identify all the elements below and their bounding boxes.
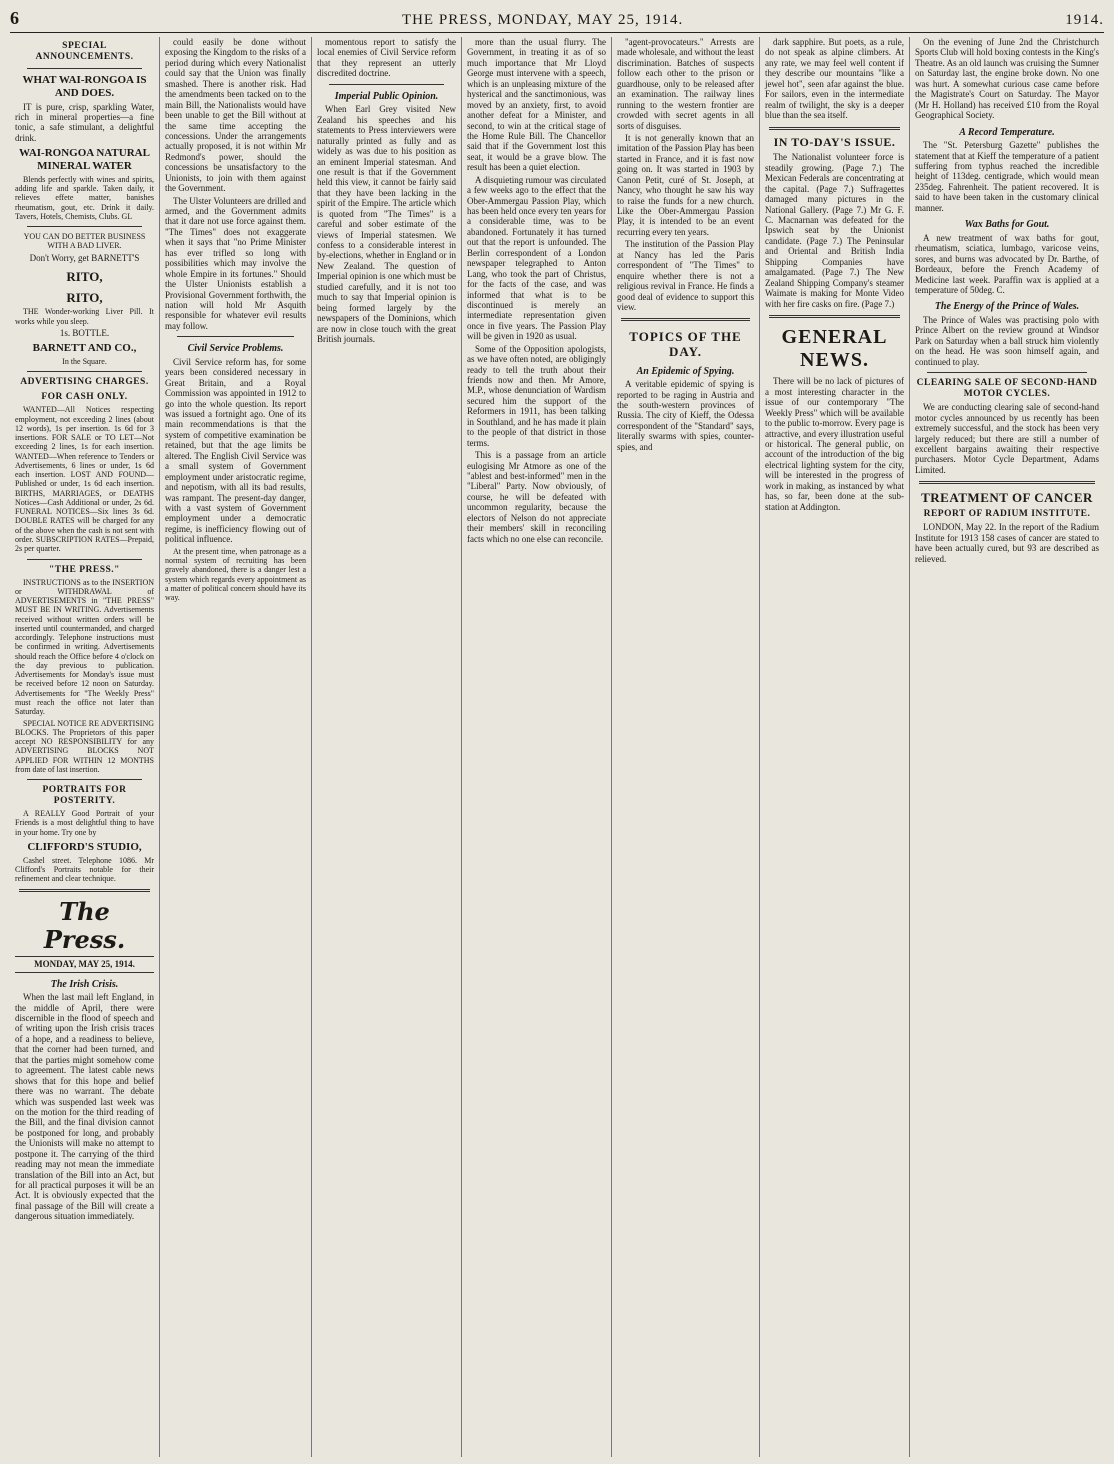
wax-baths-body: A new treatment of wax baths for gout, rheumatism, sciatica, lumbago, varicose veins, sores, and burns was advocated by Dr. Barthe, of Bordeaux, before the French Academy of Medicine last week. Paraffin wax is applied at a temperature of 50deg. C. [915,232,1099,295]
treatment-of-cancer-body: LONDON, May 22. In the report of the Radium Institute for 1913 158 cases of cancer are stated to have been actually cured, but 93 are described as relieved. [915,522,1099,564]
special-notice: SPECIAL NOTICE RE ADVERTISING BLOCKS. The Proprietors of this paper accept NO RESPONSIBILITY for any ADVERTISING BLOCKS NOT APPLIED FOR WITHIN 12 MONTHS from date of last insertion. [15,718,154,774]
wai-rongoa-blend: Blends perfectly with wines and spirits, adding life and sparkle. Taken daily, it relieves effete matter, banishes rheumatism, gout, etc. Drink it daily. Tavers, Hotels, Chemists, Clubs. GL [15,174,154,221]
imperial-opinion-heading: Imperial Public Opinion. [334,90,439,102]
rito-heading: YOU CAN DO BETTER BUSINESS WITH A BAD LIVER. [23,232,146,251]
record-temperature-heading: A Record Temperature. [959,126,1055,138]
columns [10,37,1104,1457]
clifford-address: Cashel street. Telephone 1086. Mr Clifford's Portraits notable for their refinement and clear technique. [15,855,154,884]
advertising-charges-heading: ADVERTISING CHARGES. [20,377,149,388]
wai-rongoa-natural: WAI-RONGOA NATURAL MINERAL WATER [19,147,150,173]
wai-rongoa-heading: WHAT WAI-RONGOA IS AND DOES. [22,74,147,99]
advertising-charges-body: WANTED—All Notices respecting employment, not exceeding 2 lines (about 12 words), 1s per insertion. 1s 6d for 3 insertions. FOR SALE or TO LET—Not exceeding 2 lines, 1s for each insertion. WANTED—When reference to Tenders or Advertisements, 6 lines or under, 1s 6d each insertion. LOST AND FOUND—Published or under, 1s 6d each insertion. BIRTHS, MARRIAGES, or DEATHS Notices—Cash Additional or under, 2s 6d. FUNERAL NOTICES—Six lines 3s 6d. DOUBLE RATES will be charged for any of the above when the cash is not sent with order. SUBSCRIPTION RATES—Prepaid, 2s per quarter. [15,405,154,554]
treatment-of-cancer-heading: TREATMENT OF CANCER [921,490,1093,506]
in-todays-issue-heading: IN TO-DAY'S ISSUE. [773,134,896,149]
column-2 [160,37,312,1457]
col7-body-a: On the evening of June 2nd the Christchurch Sports Club will hold boxing contests in the King's Theatre. As an old launch was cruising the Sumner on Saturday last, the engine broke down. No one was hurt. A somewhat curious case came before the Magistrate's Court on Saturday. The Mayor (Mr H. Holland) has received £10 from the Royal Geographical Society. [915,37,1099,121]
radium-institute-subheading: REPORT OF RADIUM INSTITUTE. [923,509,1091,520]
rito-line-5: BARNETT AND CO., [32,342,137,355]
civil-service-footnote: At the present time, when patronage as a normal system of recruiting has been gravely abandoned, there is a danger lest a system which regards every appointment as a matter of political concern should have its way. [165,546,306,603]
rito-line-1: RITO, [66,269,103,285]
column-5 [612,37,760,1457]
col3-body-a: momentous report to satisfy the local enemies of Civil Service reform that they represent an utterly discredited doctrine. [317,37,456,79]
spying-body: A veritable epidemic of spying is reported to be raging in Austria and the south-western provinces of Russia. The city of Kieff, the Odessa correspondent of the "Standard" says, literally swarms with spies, counter-spies, and [617,379,754,452]
spying-heading: An Epidemic of Spying. [636,365,735,377]
general-news-heading: GENERAL NEWS. [781,325,888,372]
civil-service-body: Civil Service reform has, for some years been considered necessary in Great Britain, and a Royal Commission was appointed in 1912 to go into the whole question. Its report was issued a fortnight ago. One of its main recommendations is that the system of competitive examination be retained, but that the age limits be altered. The English Civil Service was a small system of Government employment under aristocratic regime, and nepotism, with all its bad results, was rampant. The present-day danger, with a vast system of Government employment under a democratic regime, is inefficiency flowing out of political influence. [165,356,306,545]
wax-baths-heading: Wax Baths for Gout. [964,219,1050,231]
clifford-name: CLIFFORD'S STUDIO, [27,840,142,853]
in-todays-issue-body: The Nationalist volunteer force is steadily growing. (Page 7.) The Mexican Federals are concentrating at the capital. (Page 7.) Suffragettes damaged many pictures in the National Gallery. (Page 7.) Mr G. F. C. Macnarnan was defeated for the Ipswich seat by the Unionist candidate. (Page 7.) The Peninsular and Oriental and British India Shipping Companies have amalgamated. (Page 7.) The New Zealand Shipping Company's steamer Waimate is making for Monte Video with her fire casks on fire. (Page 7.) [765,152,904,309]
col4-body-c: Some of the Opposition apologists, as we have often noted, are obligingly ready to tell the truth about their friends now and then. Mr Amore, M.P., whose denunciation of Wardism secured him the support of the Reformers in 1911, has been talking in Southland, and he has made it plain to the people of that district in those terms. [467,343,606,448]
masthead-title: THE PRESS, MONDAY, MAY 25, 1914. [401,12,684,28]
record-temperature-body: The "St. Petersburg Gazette" publishes the statement that at Kieff the temperature of a patient suffering from typhus reached the incredible height of 113deg. centigrade, which would mean 235deg. Fahrenheit. The patient recovered. It is said to have been taken in the customary clinical manner. [915,140,1099,213]
clearing-sale-body: We are conducting clearing sale of second-hand motor cycles announced by us recently has been extremely successful, and the stock has been very largely reduced; but there are still a number of excellent bargains awaiting their respective purchasers. Motor Cycle Department, Adams Limited. [915,402,1099,475]
rito-line-6: In the Square. [62,356,107,366]
paper-title: The Press. [43,897,126,955]
col5-body-b: It is not generally known that an imitation of the Passion Play has been started in France, and it is fast now going on. It was started in 1903 by Canon Petit, curé of St. Joseph, at Nancy, who thought he saw his way to raise the funds for a new church. Like the Ober-Ammergau Passion Play, it is intended to be an event recurring every ten years. [617,132,754,237]
advertising-charges-sub: FOR CASH ONLY. [41,392,128,403]
special-announcements-heading: SPECIAL ANNOUNCEMENTS. [35,41,134,63]
civil-service-heading: Civil Service Problems. [187,343,284,355]
col6-body-a: dark sapphire. But poets, as a rule, do not speak as alpine climbers. At any rate, we may feel well content if they describe our mountains "like a jewel hot", seen afar against the blue. For sailors, even in the intermediate realm of twilight, the sky is a deeper blue than the sea itself. [765,37,904,121]
dateline: MONDAY, MAY 25, 1914. [15,956,154,972]
rito-line-3: THE Wonder-working Liver Pill. It works while you sleep. [15,307,154,326]
column-1 [10,37,160,1457]
column-3 [312,37,462,1457]
general-news-body: There will be no lack of pictures of a most interesting character in the issue of our contemporary "The Weekly Press" which will be available to the public to-morrow. Every page is attractive, and every illustration useful or historical. The general public, on account of the introduction of the big electrical lighting system for the city, will be interested in the progress of work in making, as instanced by what has, so far, been done at the sub-station at Addington. [765,376,904,512]
imperial-opinion-body: When Earl Grey visited New Zealand his speeches and his statements to Press interviewers were naturally printed as fully and as widely as was due to his position as an eminent Imperial statesman. And one result is that if the Government held this view, it cannot be fairly said that they have been lacking in the spirit of the Empire. The article which is quoted from "The Times" is a careful and sober estimate of the views of Imperial statesmen. We confess to a considerable interest in by-elections, whether in England or in New Zealand. The question of Imperial opinion is one which must be studied carefully, and it is not too much to say that Imperial opinion is being formed largely by the newspapers of the Dominions, which are now in close touch with the great British journals. [317,104,456,344]
column-7 [910,37,1104,1457]
rito-line-2: RITO, [66,290,103,306]
clearing-sale-heading: CLEARING SALE OF SECOND-HAND MOTOR CYCLES. [916,378,1098,400]
portraits-heading: PORTRAITS FOR POSTERITY. [42,785,127,807]
column-6 [760,37,910,1457]
prince-of-wales-body: The Prince of Wales was practising polo with Prince Albert on the review ground at Windsor Park on Saturday when a ball struck him violently on the head. He was soon himself again, and continued to play. [915,314,1099,367]
wai-rongoa-body: IT is pure, crisp, sparkling Water, rich in mineral properties—a fine tonic, a safe stimulant, a delightful drink. [15,101,154,143]
page-number: 6 [10,8,20,28]
clifford-body: A REALLY Good Portrait of your Friends is a most delightful thing to have in your home. Try one by [15,809,154,837]
col2-body-a: could easily be done without exposing the Kingdom to the risks of a period during which every Nationalist could say that the Union was finally smashed. There is another risk. Had the amendments been tacked on to the main Bill, the Nationalists would have been unable to get the Bill without at the same time accepting the concessions. Under the arrangements actually proposed, it is not within Mr Redmond's power, should the concessions be unsatisfactory to the Unionists, to join with them against the Government. [165,37,306,194]
col4-body-d: This is a passage from an article eulogising Mr Atmore as one of the "ablest and best-informed" men in the "Liberal" Party. Now obviously, of course, he will be defeated with uncommon regularity, because the electors of Nelson do not appreciate their members' skill in reconciling facts which no one else can reconcile. [467,450,606,544]
col2-body-b: The Ulster Volunteers are drilled and armed, and the Government admits that it dare not use force against them. "The Times" does not exaggerate when it says that "no Prime Minister has ever trifled so long with possibilities which may involve the whole Empire in its fortunes." Should the Ulster Unionists establish a Provisional Government forthwith, the nation will hold Mr Asquith responsible for whatever evil results may follow. [165,195,306,331]
prince-of-wales-heading: The Energy of the Prince of Wales. [934,301,1080,313]
the-press-notice-body: INSTRUCTIONS as to the INSERTION or WITHDRAWAL of ADVERTISEMENTS in "THE PRESS" MUST BE IN WRITING. Advertisements received without written orders will be inserted until countermanded, and charged accordingly. Telephone instructions must be confirmed in writing. Advertisements should reach the Office before 4 o'clock on the day previous to publication. Advertisements for Monday's issue must be received before 12 noon on Saturday. Advertisements for "The Weekly Press" must reach the office not later than Saturday. [15,577,154,717]
col4-body-b: A disquieting rumour was circulated a few weeks ago to the effect that the Ober-Ammergau Passion Play, which has been held once every ten years for a considerable time, was to be abandoned. Fortunately it has turned out that the report is unfounded. The Berlin correspondent of a London newspaper telegraphed to Anton Lang, who took the part of Christus, for the facts of the case, and was informed that what is to be discontinued is merely an intermediate representation given once in five years. The Passion Play will be given in 1920 as usual. [467,174,606,342]
col5-body-a: "agent-provocateurs." Arrests are made wholesale, and without the least discrimination. Batches of suspects follow each other to the prison or guardhouse, only to be released after an examination. The railway lines running to the western frontier are crowded with secret agents in all sorts of disguises. [617,37,754,131]
masthead [10,8,1104,33]
the-press-notice-heading: "THE PRESS." [49,564,120,575]
masthead-page-mark: 1914. [1065,12,1104,28]
column-4 [462,37,612,1457]
col5-body-c: The institution of the Passion Play at Nancy has led the Paris correspondent of "The Times" to enquire whether there is not a religious revival in France. He finds a good deal of evidence to support this view. [617,239,754,312]
rito-line-0: Don't Worry, get BARNETT'S [29,252,140,263]
irish-crisis-body: When the last mail left England, in the middle of April, there were discernible in the flood of speech and of writing upon the Irish crisis traces of a hope, and a readiness to believe, that the corner had been turned, and that the parties might somehow come to agreement. The latest cable news shows that for this hope and belief there was no warrant. The debate which was suspended last week was on the motion for the third reading of the Bill, and the final division cannot be postponed for long, and probably the Unionists will make no attempt to postpone it. The carrying of the third reading may not mean the immediate translation of the Bill into an Act, but for all practical purposes it will be an Act. It is obviously expected that the final passage of the Bill will create a dangerous situation immediately. [15,992,154,1222]
topics-of-the-day-heading: TOPICS OF THE DAY. [629,329,742,360]
irish-crisis-heading: The Irish Crisis. [50,978,119,990]
col4-body-a: more than the usual flurry. The Government, in treating it as of so much importance that Mr Lloyd George must intervene with a speech, which is an unpleasing mixture of the hysterical and the sanctimonious, was moved by an anxiety, first, to avoid another defeat for a Minister, and second, to win at the critical stage of the Home Rule Bill. The Chancellor said that if the Government lost this seat, it would be a grave blow. The result has been a quiet election. [467,37,606,173]
rito-line-4: 1s. BOTTLE. [59,327,110,338]
